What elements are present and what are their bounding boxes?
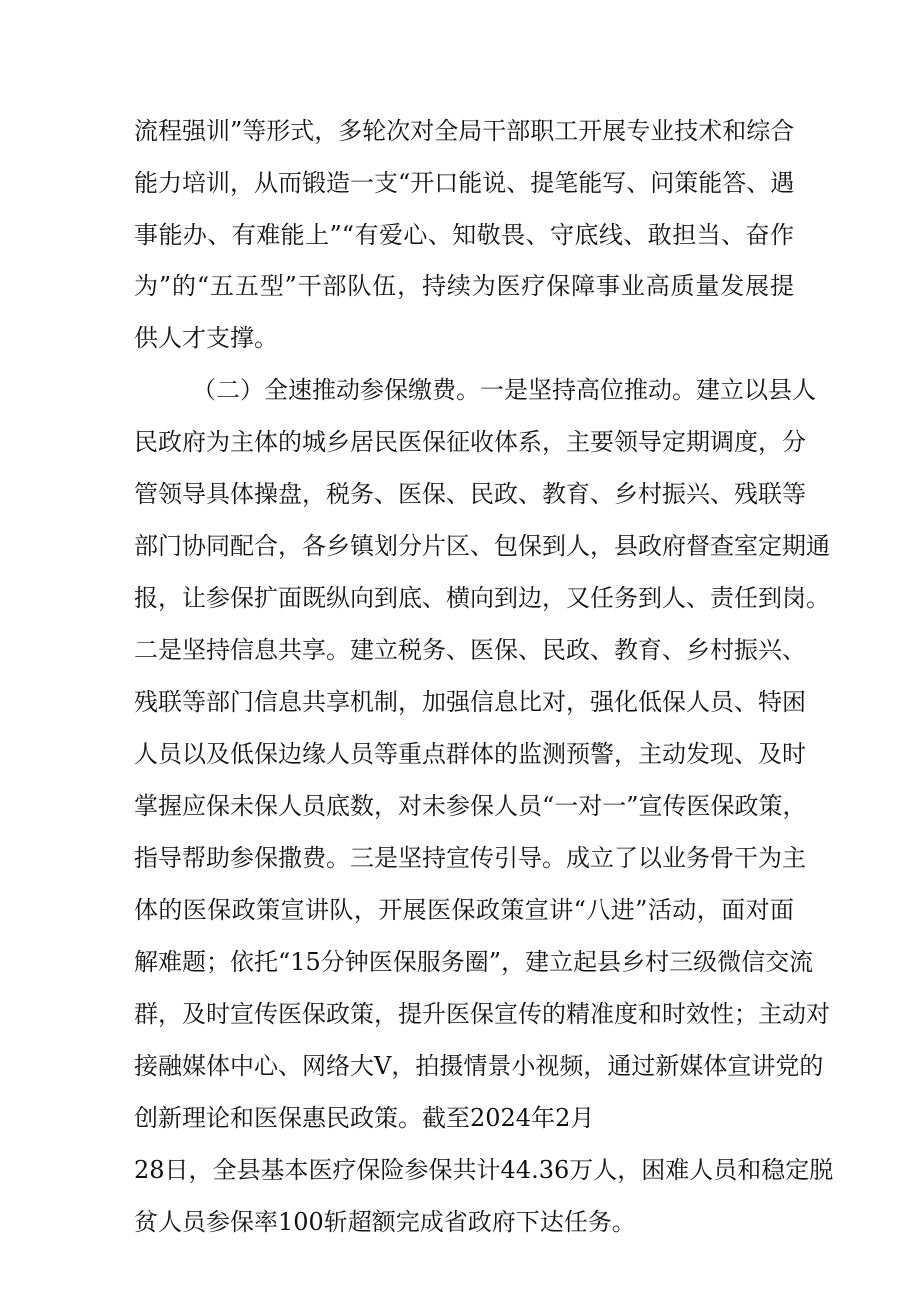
paragraph-heading-line: （二）全速推动参保缴费。一是坚持高位推动。建立以县人	[192, 376, 816, 404]
text-line: 流程强训”等形式，多轮次对全局干部职工开展专业技术和综合	[134, 117, 795, 145]
text-line: 报，让参保扩面既纵向到底、横向到边，又任务到人、责任到岗。	[134, 584, 830, 612]
text-line: 事能办、有难能上”“有爱心、知敬畏、守底线、敢担当、奋作	[134, 221, 794, 249]
text-line: 贫人员参保率100斩超额完成省政府下达任务。	[134, 1208, 636, 1236]
text-line: 民政府为主体的城乡居民医保征收体系，主要领导定期调度，分	[134, 428, 806, 456]
text-line: 为”的“五五型”干部队伍，持续为医疗保障事业高质量发展提	[134, 272, 794, 300]
text-line: 部门协同配合，各乡镇划分片区、包保到人，县政府督查室定期通	[134, 532, 830, 560]
text-line: 掌握应保未保人员底数，对未参保人员“一对一”宣传医保政策，	[134, 792, 807, 820]
text-line: 二是坚持信息共享。建立税务、医保、民政、教育、乡村振兴、	[134, 636, 806, 664]
text-line: 残联等部门信息共享机制，加强信息比对，强化低保人员、特困	[134, 688, 806, 716]
text-line: 体的医保政策宣讲队，开展医保政策宣讲“八进”活动，面对面	[134, 896, 794, 924]
text-line: 指导帮助参保撒费。三是坚持宣传引导。成立了以业务骨干为主	[134, 844, 806, 872]
text-line: 能力培训，从而锻造一支“开口能说、提笔能写、问策能答、遇	[134, 169, 795, 197]
text-line: 创新理论和医保惠民政策。截至2024年2月	[134, 1104, 595, 1132]
text-line: 28日，全县基本医疗保险参保共计44.36万人，困难人员和稳定脱	[134, 1156, 834, 1184]
text-line: 解难题；依托“15分钟医保服务圈”，建立起县乡村三级微信交流	[134, 948, 814, 976]
text-line: 管领导具体操盘，税务、医保、民政、教育、乡村振兴、残联等	[134, 480, 806, 508]
text-line: 群，及时宣传医保政策，提升医保宣传的精准度和时效性；主动对	[134, 1000, 830, 1028]
text-line: 接融媒体中心、网络大V，拍摄情景小视频，通过新媒体宣讲党的	[134, 1052, 824, 1080]
text-line: 人员以及低保边缘人员等重点群体的监测预警，主动发现、及时	[134, 740, 806, 768]
text-line: 供人才支撑。	[134, 324, 278, 352]
